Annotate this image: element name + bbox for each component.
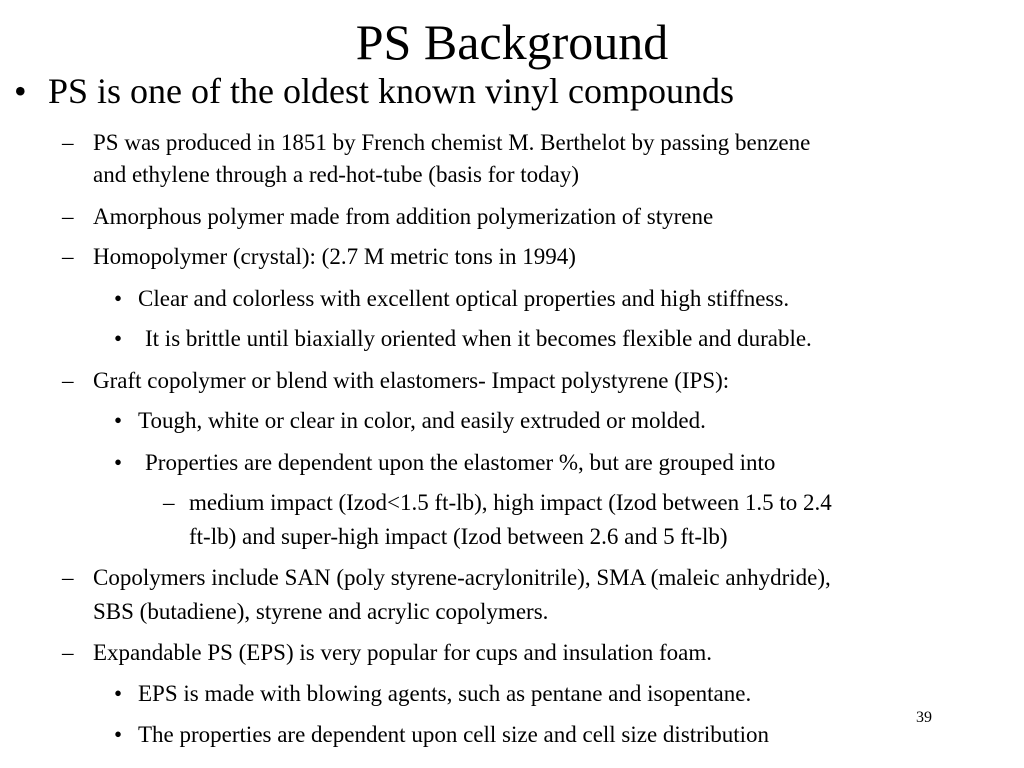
bullet-main: PS is one of the oldest known vinyl compounds (48, 71, 734, 111)
sub-bullet-copolymers-line1: Copolymers include SAN (poly styrene-acrylonitrile), SMA (maleic anhydride), (93, 565, 831, 590)
bullet-marker: • (114, 408, 123, 433)
sub-bullet-copolymers-line2: SBS (butadiene), styrene and acrylic copolymers. (93, 599, 549, 624)
sub-sub-bullet-cell-size: The properties are dependent upon cell size and cell size distribution (138, 722, 769, 747)
dash-marker: – (62, 565, 74, 590)
bullet-marker: • (114, 450, 123, 475)
bullet-marker: • (14, 71, 27, 111)
sub-bullet-eps: Expandable PS (EPS) is very popular for cups and insulation foam. (93, 640, 712, 665)
sub-bullet-graft: Graft copolymer or blend with elastomers- Impact polystyrene (IPS): (93, 368, 730, 393)
sub-sub-bullet-clear: Clear and colorless with excellent optical properties and high stiffness. (138, 286, 790, 311)
dash-marker: – (62, 244, 74, 269)
dash-marker: – (62, 368, 74, 393)
sub-bullet-amorphous: Amorphous polymer made from addition polymerization of styrene (93, 204, 714, 229)
dash-marker: – (163, 490, 175, 515)
sub-bullet-history-line2: and ethylene through a red-hot-tube (basis for today) (93, 162, 580, 187)
sub-sub-bullet-brittle: It is brittle until biaxially oriented when it becomes flexible and durable. (145, 326, 812, 351)
sub-bullet-history-line1: PS was produced in 1851 by French chemist M. Berthelot by passing benzene (93, 130, 811, 155)
sub-bullet-homopolymer: Homopolymer (crystal): (2.7 M metric tons in 1994) (93, 244, 576, 269)
sub-sub-bullet-blowing-agents: EPS is made with blowing agents, such as pentane and isopentane. (138, 681, 752, 706)
bullet-marker: • (114, 286, 123, 311)
dash-marker: – (62, 204, 74, 229)
bullet-marker: • (114, 722, 123, 747)
dash-marker: – (62, 130, 74, 155)
sub-sub-sub-bullet-impact-line1: medium impact (Izod<1.5 ft-lb), high impact (Izod between 1.5 to 2.4 (189, 490, 832, 515)
bullet-marker: • (114, 681, 123, 706)
sub-sub-bullet-properties: Properties are dependent upon the elastomer %, but are grouped into (145, 450, 776, 475)
page-number: 39 (916, 709, 932, 726)
sub-sub-bullet-tough: Tough, white or clear in color, and easily extruded or molded. (138, 408, 706, 433)
dash-marker: – (62, 640, 74, 665)
slide-title: PS Background (355, 14, 669, 70)
sub-sub-sub-bullet-impact-line2: ft-lb) and super-high impact (Izod between 2.6 and 5 ft-lb) (189, 524, 728, 549)
bullet-marker: • (114, 326, 123, 351)
